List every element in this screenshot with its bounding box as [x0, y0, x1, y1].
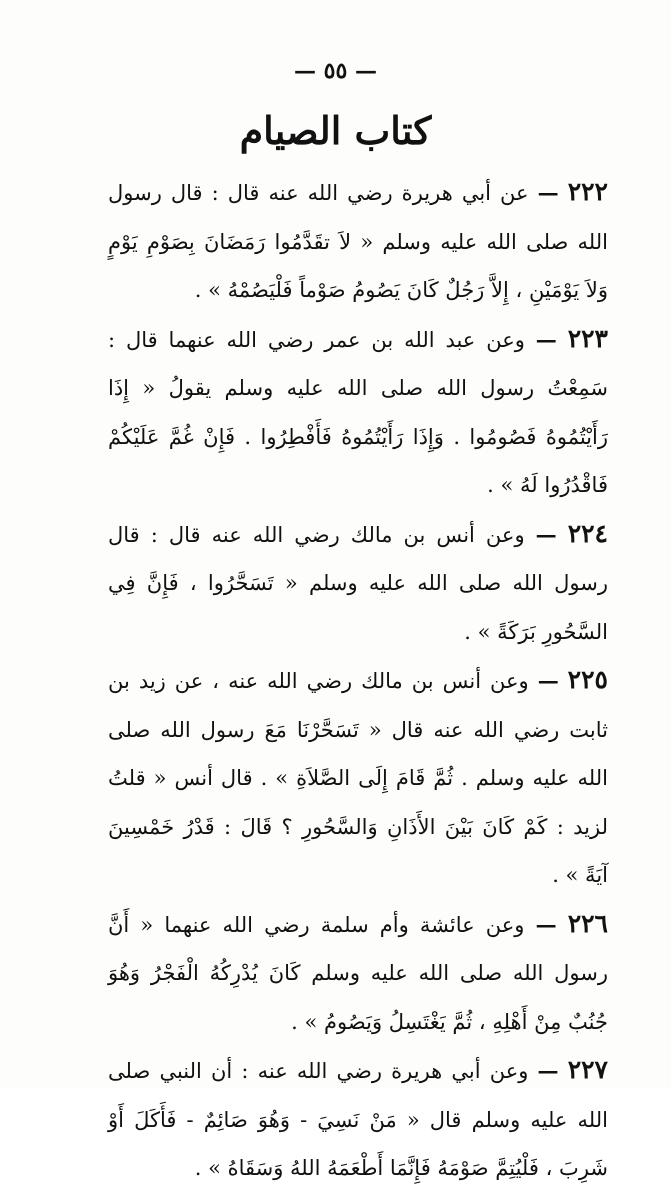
separator-dash: — [535, 521, 557, 547]
hadith-text: وعن أنس بن مالك رضي الله عنه قال : قال رسول الله صلى الله عليه وسلم « تَسَحَّرُوا ، فَإِنَّ فِي السَّحُورِ بَرَكَةً » . [108, 522, 608, 644]
hadith-226 [108, 900, 608, 1047]
separator-dash: — [535, 326, 557, 352]
separator-dash: — [537, 668, 559, 693]
page-number: — ٥٥ — [294, 58, 377, 84]
hadith-227 [108, 1046, 608, 1193]
hadith-number: ٢٢٦ [567, 908, 608, 938]
hadith-225 [108, 656, 608, 900]
hadith-text: وعن عبد الله بن عمر رضي الله عنهما قال : سَمِعْتُ رسول الله صلى الله عليه وسلم يقولُ « إِذَا رَأَيْتُمُوهُ فَصُومُوا . وَإِذَا رَأَيْتُمُوهُ فَأَفْطِرُوا . فَإِنْ غُمَّ عَلَيْكُمْ فَاقْدُرُوا لَهُ » . [108, 327, 608, 497]
hadith-number: ٢٢٥ [567, 665, 608, 694]
chapter-title: كتاب الصيام [239, 108, 432, 153]
hadith-list [108, 168, 608, 1193]
hadith-text: وعن عائشة وأم سلمة رضي الله عنهما « أَنَّ رسول الله صلى الله عليه وسلم كَانَ يُدْرِكُهُ الْفَجْرُ وَهُوَ جُنُبٌ مِنْ أَهْلِهِ ، ثُمَّ يَغْتَسِلُ وَيَصُومُ » . [108, 912, 609, 1034]
hadith-222 [108, 168, 608, 315]
hadith-number: ٢٢٤ [567, 518, 608, 548]
hadith-224 [108, 510, 608, 657]
hadith-number: ٢٢٢ [567, 177, 608, 206]
hadith-number: ٢٢٧ [567, 1055, 608, 1084]
hadith-text: وعن أبي هريرة رضي الله عنه : أن النبي صلى الله عليه وسلم قال « مَنْ نَسِيَ - وَهُوَ صَائِمٌ - فَأَكَلَ أَوْ شَرِبَ ، فَلْيُتِمَّ صَوْمَهُ فَإِنَّمَا أَطْعَمَهُ اللهُ وَسَقَاهُ » . [108, 1059, 608, 1180]
hadith-number: ٢٢٣ [567, 323, 608, 353]
hadith-223 [108, 315, 608, 510]
separator-dash: — [535, 911, 557, 937]
hadith-text: عن أبي هريرة رضي الله عنه قال : قال رسول الله صلى الله عليه وسلم « لاَ تقَدَّمُوا رَمَضَانَ بِصَوْمِ يَوْمٍ وَلاَ يَوْمَيْنِ ، إِلاَّ رَجُلٌ كَانَ يَصُومُ صَوْماً فَلْيَصُمْهُ » . [108, 181, 608, 302]
hadith-text: وعن أنس بن مالك رضي الله عنه ، عن زيد بن ثابت رضي الله عنه قال « تَسَحَّرْنَا مَعَ رسول الله صلى الله عليه وسلم . ثُمَّ قَامَ إِلَى الصَّلاَةِ » . قال أنس « قلتُ لزيد : كَمْ كَانَ بَيْنَ الأَذَانِ وَالسَّحُورِ ؟ قَالَ : قَدْرُ خَمْسِينَ آيَةً » . [108, 669, 608, 887]
separator-dash: — [537, 180, 559, 205]
separator-dash: — [537, 1058, 559, 1083]
